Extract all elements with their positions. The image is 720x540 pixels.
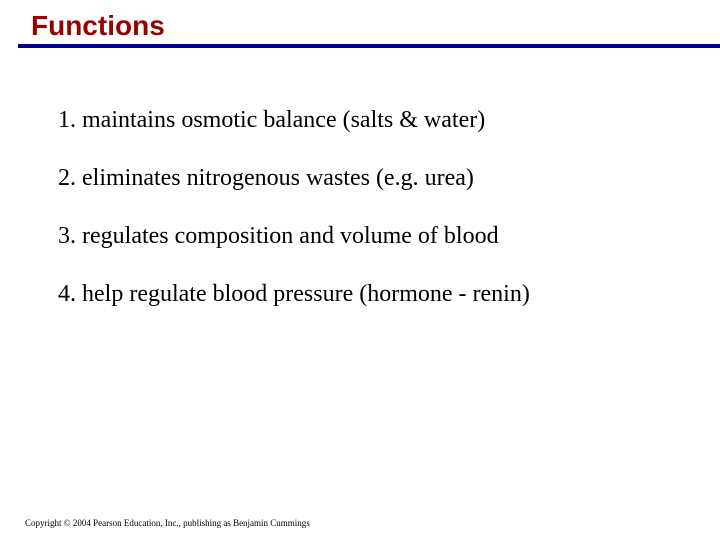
list-item: 4. help regulate blood pressure (hormone - renin) [58, 281, 530, 307]
copyright-footer: Copyright © 2004 Pearson Education, Inc., publishing as Benjamin Cummings [25, 518, 310, 528]
slide-title: Functions [31, 10, 165, 41]
title-underline [18, 44, 720, 48]
list-item: 3. regulates composition and volume of blood [58, 223, 499, 249]
list-item: 1. maintains osmotic balance (salts & water) [58, 107, 486, 133]
list-item: 2. eliminates nitrogenous wastes (e.g. urea) [58, 165, 474, 191]
function-list [58, 100, 530, 332]
